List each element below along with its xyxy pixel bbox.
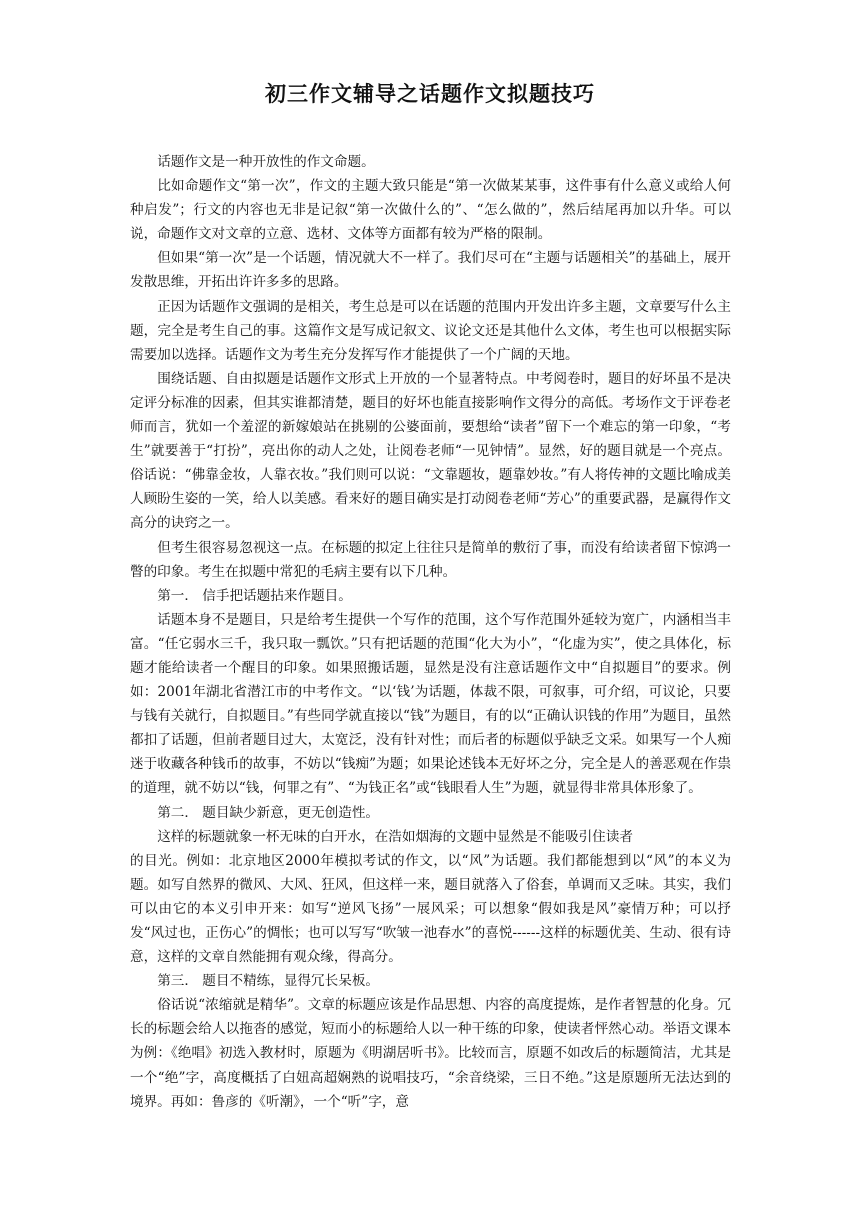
- paragraph-continuation: 的目光。例如：北京地区2000年模拟考试的作文，以“风”为话题。我们都能想到以“风”的本义为题。如写自然界的微风、大风、狂风，但这样一来，题目就落入了俗套，单调而又乏味。其实，我们可以由它的本义引申开来：如写“逆风飞扬”一展风采；可以想象“假如我是风”豪情万种；可以抒发“风过也，正伤心”的惆怅；也可以写写“吹皱一池春水”的喜悦------这样的标题优美、生动、很有诗意，这样的文章自然能拥有观众缘，得高分。: [130, 852, 731, 966]
- paragraph: 这样的标题就象一杯无味的白开水，在浩如烟海的文题中显然是不能吸引住读者: [157, 828, 633, 845]
- paragraph: 比如命题作文“第一次”，作文的主题大致只能是“第一次做某某事，这件事有什么意义或给人何种启发”；行文的内容也无非是记叙“第一次做什么的”、“怎么做的”，然后结尾再加以升华。可以说，命题作文对文章的立意、选材、文体等方面都有较为严格的限制。: [130, 178, 731, 243]
- paragraph: 俗话说“浓缩就是精华”。文章的标题应该是作品思想、内容的高度提炼，是作者智慧的化身。冗长的标题会给人以拖沓的感觉，短而小的标题给人以一种干练的印象，使读者怦然心动。举语文课本为例：《绝唱》初选入教材时，原题为《明湖居听书》。比较而言，原题不如改后的标题简洁，尤其是一个“绝”字，高度概括了白妞高超娴熟的说唱技巧，“余音绕梁，三日不绝。”这是原题所无法达到的境界。再如：鲁彦的《听潮》，一个“听”字，意: [130, 997, 731, 1110]
- paragraph: 围绕话题、自由拟题是话题作文形式上开放的一个显著特点。中考阅卷时，题目的好坏虽不是决定评分标准的因素，但其实谁都清楚，题目的好坏也能直接影响作文得分的高低。考场作文于评卷老师而言，犹如一个羞涩的新嫁娘站在挑剔的公婆面前，要想给“读者”留下一个难忘的第一印象，“考生”就要善于“打扮”，亮出你的动人之处，让阅卷老师“一见钟情”。显然，好的题目就是一个亮点。俗话说：“佛靠金妆，人靠衣妆。”我们则可以说：“文靠题妆，题靠妙妆。”有人将传神的文题比喻成美人顾盼生姿的一笑，给人以美感。看来好的题目确实是打动阅卷老师“芳心”的重要武器，是赢得作文高分的诀窍之一。: [130, 370, 731, 532]
- section-heading-3: 第三． 题目不精练，显得冗长呆板。: [157, 973, 380, 990]
- document-body: [130, 150, 731, 1114]
- paragraph: 话题本身不是题目，只是给考生提供一个写作的范围，这个写作范围外延较为宽广，内涵相当丰富。“任它弱水三千，我只取一瓢饮。”只有把话题的范围“化大为小”，“化虚为实”，使之具体化，标题才能给读者一个醒目的印象。如果照搬话题，显然是没有注意话题作文中“自拟题目”的要求。例如：2001年湖北省潜江市的中考作文。“以‘钱’为话题，体裁不限，可叙事，可介绍，可议论，只要与钱有关就行，自拟题目。”有些同学就直接以“钱”为题目，有的以“正确认识钱的作用”为题目，虽然都扣了话题，但前者题目过大，太宽泛，没有针对性；而后者的标题似乎缺乏文采。如果写一个人痴迷于收藏各种钱币的故事，不妨以“钱痴”为题；如果论述钱本无好坏之分，完全是人的善恶观在作祟的道理，就不妨以“钱，何罪之有”、“为钱正名”或“钱眼看人生”为题，就显得非常具体形象了。: [130, 611, 731, 797]
- paragraph: 但如果“第一次”是一个话题，情况就大不一样了。我们尽可在“主题与话题相关”的基础上，展开发散思维，开拓出许许多多的思路。: [130, 250, 731, 291]
- paragraph: 正因为话题作文强调的是相关，考生总是可以在话题的范围内开发出许多主题，文章要写什么主题，完全是考生自己的事。这篇作文是写成记叙文、议论文还是其他什么文体，考生也可以根据实际需要加以选择。话题作文为考生充分发挥写作才能提供了一个广阔的天地。: [130, 298, 731, 363]
- page-title: 初三作文辅导之话题作文拟题技巧: [265, 82, 595, 106]
- paragraph: 话题作文是一种开放性的作文命题。: [157, 154, 375, 170]
- section-heading-2: 第二． 题目缺少新意，更无创造性。: [157, 804, 380, 821]
- paragraph: 但考生很容易忽视这一点。在标题的拟定上往往只是简单的敷衍了事，而没有给读者留下惊鸿一瞥的印象。考生在拟题中常犯的毛病主要有以下几种。: [130, 539, 731, 580]
- section-heading-1: 第一． 信手把话题拈来作题目。: [157, 587, 352, 604]
